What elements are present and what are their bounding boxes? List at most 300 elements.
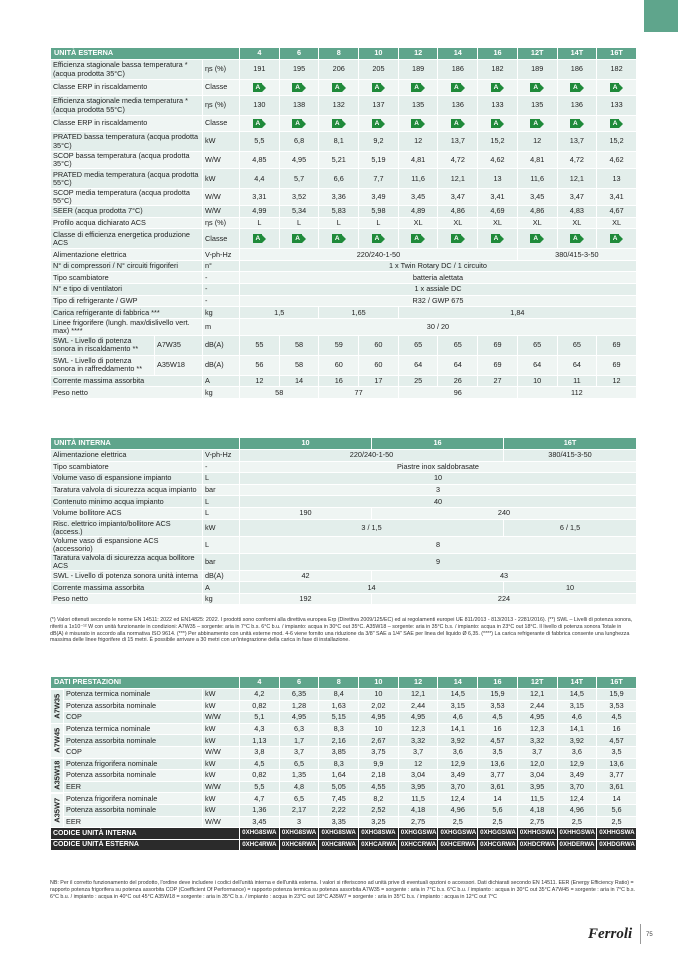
header-model: 10: [359, 48, 399, 60]
value-cell: 8,3: [319, 758, 359, 770]
value-cell: 77: [319, 387, 398, 399]
energy-class-cell: [438, 80, 478, 96]
value-cell: 9,9: [359, 758, 399, 770]
row-label: Peso netto: [51, 387, 203, 399]
energy-arrow-icon: [580, 84, 584, 92]
header-title: UNITÀ INTERNA: [51, 438, 240, 450]
value-cell: 2,16: [319, 735, 359, 747]
value-cell: L: [319, 217, 359, 229]
value-cell: 13,7: [557, 132, 597, 152]
row-label: SWL - Livello di potenza sonora unità interna: [51, 570, 203, 582]
table-row: [51, 335, 637, 355]
group-label: A7W35: [51, 689, 64, 724]
table-row: [51, 496, 637, 508]
code-cell: 0XHG8SWA: [319, 828, 359, 840]
table-row: [51, 189, 637, 206]
code-cell: 0XHG8SWA: [359, 828, 399, 840]
row-unit: kg: [203, 593, 240, 605]
row-label: Linee frigorifere (lungh. max/dislivello vert. max) ****: [51, 318, 203, 335]
value-cell: 15,2: [597, 132, 637, 152]
table-row: [51, 758, 637, 770]
row-label: PRATED bassa temperatura (acqua prodotta 35°C): [51, 132, 203, 152]
value-cell: 3,95: [398, 781, 438, 793]
table-row: [51, 229, 637, 249]
value-cell: 15,2: [478, 132, 518, 152]
value-cell: 64: [438, 355, 478, 375]
value-cell: 64: [557, 355, 597, 375]
value-cell: 1 x assiale DC: [240, 284, 637, 296]
value-cell: 4,69: [478, 206, 518, 218]
row-label: Carica refrigerante di fabbrica ***: [51, 307, 203, 319]
indoor-unit-section: [50, 437, 636, 605]
table-row: [51, 80, 637, 96]
table-row: [51, 593, 637, 605]
energy-class-badge: [491, 234, 505, 243]
energy-class-badge: [570, 234, 584, 243]
value-cell: 3,15: [557, 700, 597, 712]
header-model: 6: [279, 677, 319, 689]
energy-class-cell: [557, 116, 597, 132]
value-cell: 43: [372, 570, 637, 582]
table-row: [51, 507, 637, 519]
table-row: [51, 96, 637, 116]
table-row: [51, 519, 637, 536]
value-cell: 69: [478, 355, 518, 375]
energy-class-letter: A: [451, 234, 461, 243]
row-label: Tipo di refrigerante / GWP: [51, 295, 203, 307]
value-cell: 40: [240, 496, 637, 508]
energy-arrow-icon: [381, 84, 385, 92]
value-cell: 14: [478, 793, 518, 805]
row-label: SCOP bassa temperatura (acqua prodotta 35°C): [51, 152, 203, 169]
row-label: Potenza assorbita nominale: [64, 770, 203, 782]
group-label: A7W45: [51, 723, 64, 758]
energy-class-badge: [292, 83, 306, 92]
value-cell: 3,75: [359, 746, 399, 758]
value-cell: 2,52: [359, 804, 399, 816]
value-cell: 14,1: [438, 723, 478, 735]
value-cell: 4,55: [359, 781, 399, 793]
chapter-tab: [644, 0, 678, 32]
outdoor-unit-table: [50, 47, 637, 399]
value-cell: 4,96: [557, 804, 597, 816]
energy-class-badge: [610, 119, 624, 128]
energy-arrow-icon: [540, 235, 544, 243]
value-cell: 13: [478, 169, 518, 189]
row-label: SEER (acqua prodotta 7°C): [51, 206, 203, 218]
code-cell: 0XHDERWA: [557, 839, 597, 851]
value-cell: 96: [398, 387, 517, 399]
row-label: Efficienza stagionale media temperatura * (acqua prodotta 55°C): [51, 96, 203, 116]
value-cell: 1 x Twin Rotary DC / 1 circuito: [240, 260, 637, 272]
energy-class-cell: [517, 80, 557, 96]
value-cell: 5,98: [359, 206, 399, 218]
code-row: [51, 828, 637, 840]
table-row: [51, 781, 637, 793]
value-cell: 60: [359, 335, 399, 355]
energy-class-badge: [253, 83, 267, 92]
value-cell: 4,72: [438, 152, 478, 169]
value-cell: Piastre inox saldobrasate: [240, 461, 637, 473]
energy-arrow-icon: [262, 235, 266, 243]
row-sublabel: A7W35: [155, 335, 203, 355]
energy-class-cell: [240, 80, 280, 96]
energy-class-badge: [570, 83, 584, 92]
code-cell: 0XHCGRWA: [478, 839, 518, 851]
header-model: 14T: [557, 48, 597, 60]
row-label: Volume vaso di espansione ACS (accessorio): [51, 536, 203, 553]
value-cell: 240: [372, 507, 637, 519]
value-cell: 8,3: [319, 723, 359, 735]
row-unit: W/W: [203, 781, 240, 793]
energy-class-cell: [240, 116, 280, 132]
row-unit: L: [203, 507, 240, 519]
value-cell: 3,41: [478, 189, 518, 206]
row-unit: kW: [203, 700, 240, 712]
value-cell: 8,2: [359, 793, 399, 805]
value-cell: 4,5: [240, 758, 280, 770]
value-cell: 3,92: [557, 735, 597, 747]
energy-class-cell: [359, 229, 399, 249]
row-unit: kW: [203, 723, 240, 735]
value-cell: 15,9: [597, 689, 637, 701]
code-cell: 0XHGGSWA: [478, 828, 518, 840]
value-cell: 12: [517, 132, 557, 152]
energy-arrow-icon: [500, 120, 504, 128]
energy-class-cell: [398, 229, 438, 249]
value-cell: 3,77: [478, 770, 518, 782]
value-cell: 1,84: [398, 307, 636, 319]
value-cell: 1,7: [279, 735, 319, 747]
energy-arrow-icon: [540, 84, 544, 92]
value-cell: 220/240-1-50: [240, 450, 504, 462]
row-label: SWL - Livello di potenza sonora in raffreddamento **: [51, 355, 155, 375]
value-cell: 12,1: [438, 169, 478, 189]
row-unit: n°: [203, 260, 240, 272]
code-cell: 0XHCERWA: [438, 839, 478, 851]
value-cell: 4,95: [279, 712, 319, 724]
value-cell: 138: [279, 96, 319, 116]
row-unit: kW: [203, 735, 240, 747]
row-unit: -: [203, 272, 240, 284]
value-cell: 3,92: [438, 735, 478, 747]
row-label: Contenuto minimo acqua impianto: [51, 496, 203, 508]
energy-arrow-icon: [500, 235, 504, 243]
value-cell: 64: [517, 355, 557, 375]
energy-arrow-icon: [461, 120, 465, 128]
header-model: 16: [372, 438, 504, 450]
value-cell: 2,17: [279, 804, 319, 816]
value-cell: 27: [478, 375, 518, 387]
value-cell: 5,5: [240, 132, 280, 152]
header-model: 10: [359, 677, 399, 689]
value-cell: 4,6: [438, 712, 478, 724]
header-title: DATI PRESTAZIONI: [51, 677, 240, 689]
energy-class-cell: [240, 229, 280, 249]
table-row: [51, 746, 637, 758]
value-cell: XL: [438, 217, 478, 229]
energy-class-letter: A: [570, 234, 580, 243]
value-cell: 3,04: [517, 770, 557, 782]
value-cell: 3,7: [398, 746, 438, 758]
code-cell: 0XHC8RWA: [319, 839, 359, 851]
energy-class-badge: [332, 234, 346, 243]
row-label: COP: [64, 712, 203, 724]
value-cell: 192: [240, 593, 372, 605]
value-cell: L: [279, 217, 319, 229]
table-row: [51, 318, 637, 335]
energy-class-cell: [597, 116, 637, 132]
value-cell: 4,8: [279, 781, 319, 793]
value-cell: 5,05: [319, 781, 359, 793]
header-model: 14: [438, 48, 478, 60]
table-row: [51, 473, 637, 485]
energy-class-cell: [517, 229, 557, 249]
value-cell: 4,85: [240, 152, 280, 169]
row-unit: Classe: [203, 229, 240, 249]
energy-class-letter: A: [372, 83, 382, 92]
value-cell: 3,70: [557, 781, 597, 793]
value-cell: 3,7: [279, 746, 319, 758]
value-cell: 182: [597, 60, 637, 80]
value-cell: 186: [557, 60, 597, 80]
value-cell: batteria alettata: [240, 272, 637, 284]
value-cell: 58: [240, 387, 319, 399]
performance-section: [50, 676, 636, 851]
value-cell: 224: [372, 593, 637, 605]
energy-class-letter: A: [610, 83, 620, 92]
energy-class-letter: A: [253, 83, 263, 92]
table-row: [51, 284, 637, 296]
energy-arrow-icon: [342, 84, 346, 92]
value-cell: 3,61: [597, 781, 637, 793]
value-cell: 3,49: [359, 189, 399, 206]
header-model: 16T: [504, 438, 637, 450]
header-model: 12T: [517, 48, 557, 60]
group-label: A35W7: [51, 793, 64, 828]
code-label: CODICE UNITÀ INTERNA: [51, 828, 240, 840]
energy-arrow-icon: [262, 120, 266, 128]
energy-class-letter: A: [530, 83, 540, 92]
value-cell: 69: [597, 335, 637, 355]
value-cell: 6,6: [319, 169, 359, 189]
value-cell: 3,36: [319, 189, 359, 206]
value-cell: 2,5: [438, 816, 478, 828]
value-cell: 26: [438, 375, 478, 387]
value-cell: 3,45: [517, 189, 557, 206]
row-unit: m: [203, 318, 240, 335]
energy-arrow-icon: [421, 84, 425, 92]
table-row: [51, 700, 637, 712]
value-cell: 4,7: [240, 793, 280, 805]
energy-class-cell: [319, 229, 359, 249]
energy-class-badge: [253, 119, 267, 128]
energy-class-letter: A: [610, 234, 620, 243]
energy-class-cell: [438, 229, 478, 249]
value-cell: 7,7: [359, 169, 399, 189]
value-cell: 11,5: [517, 793, 557, 805]
value-cell: 380/415-3-50: [517, 249, 636, 261]
performance-table: [50, 676, 637, 851]
value-cell: 1,13: [240, 735, 280, 747]
energy-arrow-icon: [619, 120, 623, 128]
row-label: Classe ERP in riscaldamento: [51, 80, 203, 96]
table-row: [51, 712, 637, 724]
energy-class-letter: A: [411, 234, 421, 243]
value-cell: 3,8: [240, 746, 280, 758]
energy-class-badge: [451, 119, 465, 128]
value-cell: 11,6: [517, 169, 557, 189]
row-unit: V-ph-Hz: [203, 450, 240, 462]
energy-class-cell: [438, 116, 478, 132]
table-row: [51, 553, 637, 570]
row-unit: L: [203, 473, 240, 485]
row-unit: W/W: [203, 712, 240, 724]
value-cell: 12,1: [517, 689, 557, 701]
value-cell: 191: [240, 60, 280, 80]
energy-class-badge: [372, 234, 386, 243]
table-row: [51, 793, 637, 805]
row-label: Potenza termica nominale: [64, 723, 203, 735]
value-cell: 5,5: [240, 781, 280, 793]
row-unit: -: [203, 284, 240, 296]
row-unit: kW: [203, 758, 240, 770]
value-cell: 1,64: [319, 770, 359, 782]
value-cell: 13,6: [597, 758, 637, 770]
table-row: [51, 536, 637, 553]
header-model: 16: [478, 677, 518, 689]
row-unit: A: [203, 375, 240, 387]
code-cell: 0XHG8SWA: [279, 828, 319, 840]
row-label: Corrente massima assorbita: [51, 375, 203, 387]
energy-class-letter: A: [491, 119, 501, 128]
value-cell: 4,86: [517, 206, 557, 218]
energy-class-badge: [491, 83, 505, 92]
header-model: 8: [319, 677, 359, 689]
value-cell: 42: [240, 570, 372, 582]
value-cell: 4,62: [597, 152, 637, 169]
value-cell: 4,89: [398, 206, 438, 218]
energy-arrow-icon: [619, 235, 623, 243]
table-row: [51, 570, 637, 582]
value-cell: 14: [240, 582, 504, 594]
row-unit: bar: [203, 484, 240, 496]
value-cell: 4,83: [557, 206, 597, 218]
value-cell: 12,0: [517, 758, 557, 770]
value-cell: 3,31: [240, 189, 280, 206]
code-cell: 0XHG8SWA: [240, 828, 280, 840]
value-cell: 3,5: [478, 746, 518, 758]
header-model: 16T: [597, 677, 637, 689]
row-label: Volume vaso di espansione impianto: [51, 473, 203, 485]
header-model: 4: [240, 677, 280, 689]
value-cell: 4,86: [438, 206, 478, 218]
row-label: Alimentazione elettrica: [51, 450, 203, 462]
value-cell: 3,6: [557, 746, 597, 758]
value-cell: 4,18: [398, 804, 438, 816]
value-cell: 11: [557, 375, 597, 387]
value-cell: 30 / 20: [240, 318, 637, 335]
table-row: [51, 206, 637, 218]
row-unit: kg: [203, 387, 240, 399]
row-unit: kW: [203, 169, 240, 189]
value-cell: 9: [240, 553, 637, 570]
value-cell: 65: [557, 335, 597, 355]
value-cell: 16: [319, 375, 359, 387]
table-row: [51, 295, 637, 307]
value-cell: 11,5: [398, 793, 438, 805]
header-model: 12: [398, 48, 438, 60]
value-cell: 4,95: [398, 712, 438, 724]
value-cell: 12,9: [557, 758, 597, 770]
energy-class-badge: [372, 83, 386, 92]
value-cell: 220/240-1-50: [240, 249, 518, 261]
value-cell: 2,75: [398, 816, 438, 828]
value-cell: 14: [597, 793, 637, 805]
value-cell: 132: [319, 96, 359, 116]
row-label: Volume bollitore ACS: [51, 507, 203, 519]
row-unit: W/W: [203, 206, 240, 218]
energy-arrow-icon: [302, 235, 306, 243]
energy-class-letter: A: [411, 83, 421, 92]
energy-class-badge: [411, 119, 425, 128]
value-cell: 8,4: [319, 689, 359, 701]
value-cell: 4,57: [597, 735, 637, 747]
header-model: 16: [478, 48, 518, 60]
energy-arrow-icon: [342, 120, 346, 128]
value-cell: 12,4: [438, 793, 478, 805]
table-row: [51, 804, 637, 816]
energy-class-badge: [411, 234, 425, 243]
value-cell: 3,45: [398, 189, 438, 206]
value-cell: R32 / GWP 675: [240, 295, 637, 307]
value-cell: 3,70: [438, 781, 478, 793]
value-cell: 135: [398, 96, 438, 116]
value-cell: 3,15: [438, 700, 478, 712]
outdoor-unit-section: [50, 47, 636, 399]
value-cell: 5,83: [319, 206, 359, 218]
value-cell: 135: [517, 96, 557, 116]
value-cell: 3,85: [319, 746, 359, 758]
value-cell: 6,3: [279, 723, 319, 735]
value-cell: 133: [478, 96, 518, 116]
code-cell: 0XHC4RWA: [240, 839, 280, 851]
value-cell: 5,19: [359, 152, 399, 169]
row-unit: ηs (%): [203, 96, 240, 116]
value-cell: 3,7: [517, 746, 557, 758]
value-cell: 65: [398, 335, 438, 355]
value-cell: 0,82: [240, 770, 280, 782]
energy-arrow-icon: [500, 84, 504, 92]
row-unit: Classe: [203, 116, 240, 132]
value-cell: 2,5: [478, 816, 518, 828]
value-cell: 3,61: [478, 781, 518, 793]
energy-class-cell: [279, 116, 319, 132]
value-cell: 10: [517, 375, 557, 387]
row-label: N° di compressori / N° circuiti frigoriferi: [51, 260, 203, 272]
table-row: [51, 355, 637, 375]
value-cell: 112: [517, 387, 636, 399]
value-cell: 189: [517, 60, 557, 80]
value-cell: 64: [398, 355, 438, 375]
value-cell: 3,52: [279, 189, 319, 206]
value-cell: 133: [597, 96, 637, 116]
energy-class-letter: A: [451, 83, 461, 92]
value-cell: 10: [359, 689, 399, 701]
code-cell: 0XHCARWA: [359, 839, 399, 851]
table-row: [51, 735, 637, 747]
row-unit: A: [203, 582, 240, 594]
